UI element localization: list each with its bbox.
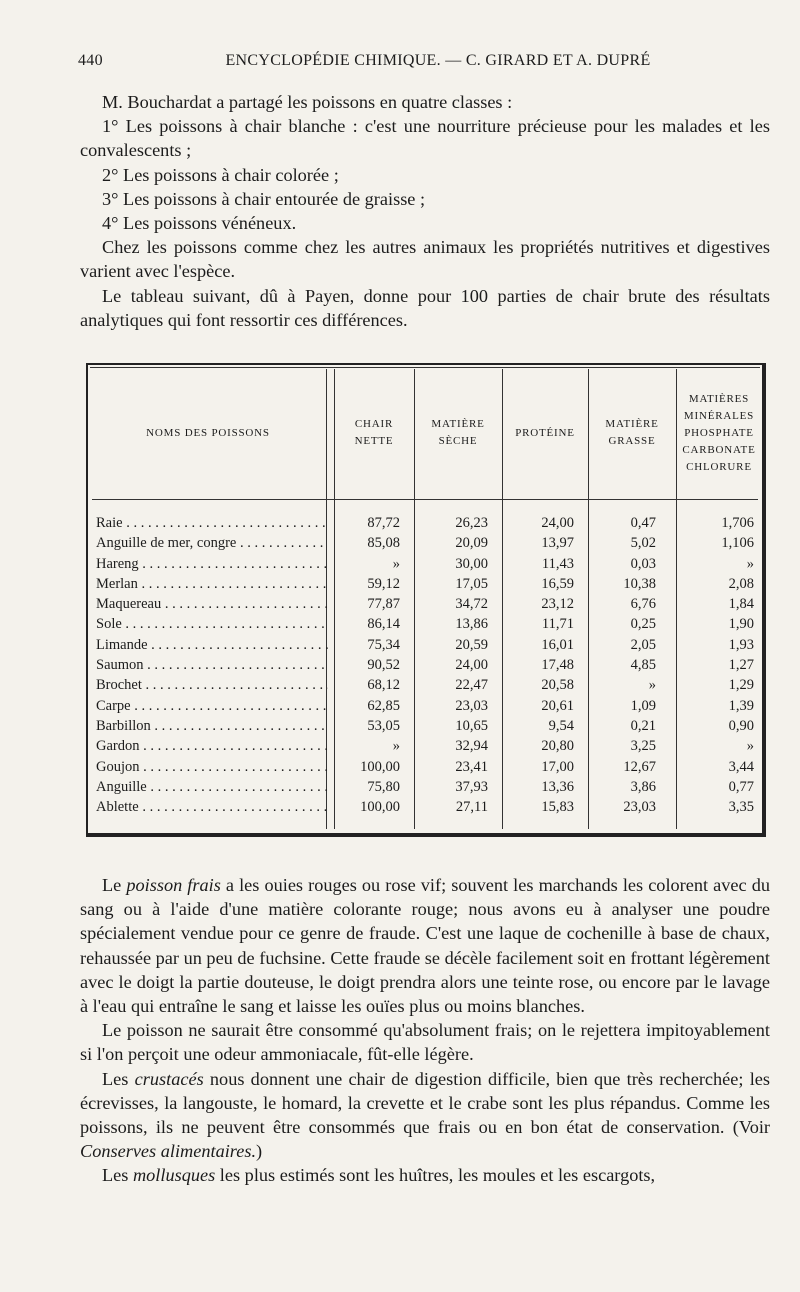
paragraph: M. Bouchardat a partagé les poissons en quatre classes : — [102, 92, 513, 112]
header-name: NOMS DES POISSONS — [146, 426, 270, 439]
header-chair-nette: CHAIR NETTE — [354, 418, 394, 447]
table-row: Brochet . . . 68,12 22,47 20,58 » 1,29 — [88, 677, 762, 697]
paragraph: Chez les poissons comme chez les autres animaux les propriétés nutritives et digestives varient avec l'espèce. — [80, 237, 770, 282]
table-row: Limande . . . 75,34 20,59 16,01 2,05 1,93 — [88, 637, 762, 657]
paragraph: Le tableau suivant, dû à Payen, donne pour 100 parties de chair brute des résultats analytiques qui font ressortir ces différences. — [80, 285, 770, 330]
table-row: Merlan . . . 59,12 17,05 16,59 10,38 2,08 — [88, 576, 762, 596]
running-header — [78, 52, 768, 78]
page-number: 440 — [78, 52, 103, 69]
paragraph: 3° Les poissons à chair entourée de graisse ; — [102, 188, 426, 209]
paragraph: 4° Les poissons vénéneux. — [102, 213, 297, 234]
table-row: Gardon . . . » 32,94 20,80 3,25 » — [88, 738, 762, 758]
table-row: Anguille . . . 75,80 37,93 13,36 3,86 0,77 — [88, 779, 762, 799]
paragraph: 2° Les poissons à chair colorée ; — [102, 164, 339, 185]
table-row: Barbillon . . . 53,05 10,65 9,54 0,21 0,90 — [88, 718, 762, 738]
fish-composition-table — [86, 363, 766, 837]
header-matiere-grasse: MATIÈRE GRASSE — [605, 418, 659, 447]
table-row: Ablette . . . 100,00 27,11 15,83 23,03 3,35 — [88, 799, 762, 819]
intro-text — [80, 90, 770, 332]
table-row: Raie . . . 87,72 26,23 24,00 0,47 1,706 — [88, 515, 762, 535]
table-row: Saumon . . . 90,52 24,00 17,48 4,85 1,27 — [88, 657, 762, 677]
table-row: Carpe . . . 62,85 23,03 20,61 1,09 1,39 — [88, 698, 762, 718]
paragraph: Le poisson ne saurait être consommé qu'absolument frais; on le rejettera impitoyablement si l'on perçoit une odeur ammoniacale, fût-elle légère. — [80, 1020, 770, 1065]
header-matiere-seche: MATIÈRE SÈCHE — [431, 418, 485, 447]
table-row: Hareng . . . » 30,00 11,43 0,03 » — [88, 556, 762, 576]
table-row: Anguille de mer, congre . . . 85,08 20,09 13,97 5,02 1,106 — [88, 535, 762, 555]
paragraph-poisson-frais: Le poisson frais a les ouies rouges ou rose vif; souvent les marchands les colorent avec du sang ou à l'aide d'une matière colorante rouge; nous avons eu à analyser une poudre spécialement vendue pour ce genre de fraude. C'est une laque de cochenille à base de chaux, rehaussée par un peu de fuchsine. Cette fraude se décèle facilement soit en frottant légèrement avec le doigt la partie douteuse, le doigt prendra alors une teinte rose, ou encore par le lavage à l'eau qui entraîne le sang et laisse les ouïes plus ou moins blanches. — [80, 875, 770, 1017]
paragraph-crustaces: Les crustacés nous donnent une chair de digestion difficile, bien que très recherchée; les écrevisses, la langouste, le homard, la crevette et le crabe sont les plus répandus. Comme les poissons, ils ne peuvent être consommés que frais ou en bon état de conservation. (Voir Conserves alimentaires.) — [80, 1068, 771, 1162]
table-body — [88, 515, 762, 819]
paragraph-mollusques: Les mollusques les plus estimés sont les huîtres, les moules et les escargots, — [102, 1165, 656, 1186]
table-row: Sole . . . 86,14 13,86 11,71 0,25 1,90 — [88, 616, 762, 636]
header-matieres-minerales: MATIÈRES MINÉRALES PHOSPHATE CARBONATE CHLORURE — [682, 392, 756, 473]
running-title: ENCYCLOPÉDIE CHIMIQUE. — C. GIRARD ET A. DUPRÉ — [225, 52, 651, 69]
table-row: Goujon . . . 100,00 23,41 17,00 12,67 3,44 — [88, 759, 762, 779]
paragraph: 1° Les poissons à chair blanche : c'est une nourriture précieuse pour les malades et les convalescents ; — [80, 116, 770, 161]
table-row: Maquereau . . . 77,87 34,72 23,12 6,76 1,84 — [88, 596, 762, 616]
header-proteine: PROTÉINE — [515, 426, 575, 439]
body-text — [80, 873, 770, 1188]
